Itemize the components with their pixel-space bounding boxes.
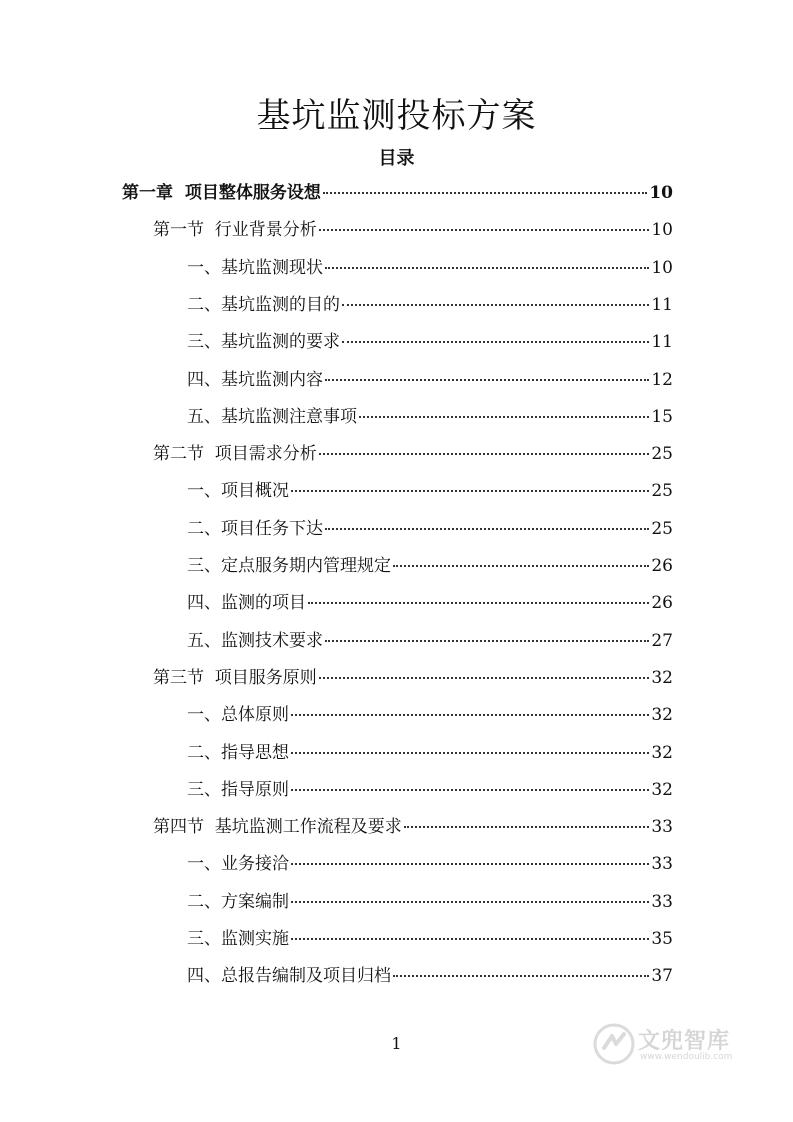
toc-leader-dots	[319, 453, 650, 455]
toc-leader-dots	[393, 975, 649, 977]
toc-entry-label: 五、监测技术要求	[187, 630, 323, 651]
toc-entry-page: 32	[651, 705, 673, 726]
watermark-text: 文兜智库	[638, 1029, 731, 1054]
toc-entry-page: 10	[651, 220, 673, 241]
toc-leader-dots	[308, 602, 649, 604]
toc-entry[interactable]	[187, 961, 673, 991]
toc-entry[interactable]	[187, 290, 673, 320]
toc-entry[interactable]	[187, 327, 673, 357]
toc-leader-dots	[342, 304, 649, 306]
toc-entry-page: 25	[651, 481, 673, 502]
toc-entry-label: 三、监测实施	[187, 929, 289, 949]
toc-entry-label: 五、基坑监测注意事项	[187, 406, 357, 427]
toc-entry-label: 四、总报告编制及项目归档	[187, 966, 391, 987]
toc-entry-page: 12	[651, 369, 673, 390]
toc-entry[interactable]	[187, 700, 673, 730]
toc-entry-label: 三、指导原则	[187, 779, 289, 800]
toc-entry[interactable]	[187, 253, 673, 283]
toc-leader-dots	[291, 901, 649, 903]
toc-entry-page: 10	[649, 183, 673, 203]
toc-entry[interactable]	[153, 215, 673, 245]
toc-entry[interactable]	[187, 402, 673, 432]
toc-entry-label: 一、基坑监测现状	[187, 257, 323, 278]
toc-entry[interactable]	[187, 849, 673, 879]
toc-entry-page: 11	[651, 294, 673, 315]
toc-entry-label: 一、项目概况	[187, 481, 289, 502]
toc-entry[interactable]	[187, 514, 673, 544]
toc-entry[interactable]	[187, 626, 673, 656]
toc-entry-page: 37	[651, 966, 673, 987]
toc-entry-label: 第三节 项目服务原则	[153, 667, 317, 688]
toc-entry-label: 第二节 项目需求分析	[153, 444, 317, 465]
toc-entry-page: 32	[651, 667, 673, 688]
toc-entry[interactable]	[153, 439, 673, 469]
toc-entry-page: 11	[651, 332, 673, 353]
toc-entry-label: 四、监测的项目	[187, 593, 306, 614]
toc-leader-dots	[291, 863, 649, 865]
toc-entry[interactable]	[187, 887, 673, 917]
toc-leader-dots	[291, 490, 649, 492]
toc-entry[interactable]	[122, 178, 673, 208]
toc-leader-dots	[291, 789, 649, 791]
toc-leader-dots	[359, 416, 649, 418]
toc-entry-page: 33	[651, 854, 673, 875]
toc-entry-page: 26	[651, 593, 673, 614]
toc-entry-page: 25	[651, 518, 673, 539]
toc-entry-label: 二、方案编制	[187, 891, 289, 912]
toc-leader-dots	[393, 565, 649, 567]
toc-leader-dots	[323, 192, 647, 194]
toc-entry-page: 32	[651, 742, 673, 763]
page-number: 1	[391, 1034, 402, 1053]
wendou-logo-icon	[592, 1022, 636, 1066]
toc-leader-dots	[325, 640, 649, 642]
toc-entry-label: 二、项目任务下达	[187, 518, 323, 539]
watermark	[592, 1018, 752, 1074]
toc-entry-label: 三、定点服务期内管理规定	[187, 556, 391, 576]
toc-entry-page: 35	[651, 929, 673, 949]
toc-entry-page: 10	[651, 257, 673, 278]
toc-entry-label: 第一章 项目整体服务设想	[122, 183, 321, 203]
toc-leader-dots	[325, 267, 649, 269]
toc-entry[interactable]	[187, 775, 673, 805]
toc-entry-page: 15	[651, 406, 673, 427]
toc-entry-page: 25	[651, 444, 673, 465]
toc-leader-dots	[404, 826, 650, 828]
toc-leader-dots	[291, 714, 649, 716]
toc-entry[interactable]	[187, 924, 673, 954]
toc-entry-label: 二、基坑监测的目的	[187, 294, 340, 315]
toc-leader-dots	[319, 229, 650, 231]
toc-entry[interactable]	[153, 812, 673, 842]
toc-entry-label: 二、指导思想	[187, 742, 289, 763]
toc-entry-page: 33	[651, 891, 673, 912]
toc-leader-dots	[325, 379, 649, 381]
toc-heading: 目录	[378, 148, 415, 169]
toc-leader-dots	[291, 938, 649, 940]
toc-entry[interactable]	[153, 663, 673, 693]
toc-entry-page: 26	[651, 556, 673, 576]
toc-entry-page: 33	[651, 817, 673, 838]
toc-entry-page: 32	[651, 779, 673, 800]
toc-entry-label: 一、业务接洽	[187, 854, 289, 875]
document-title: 基坑监测投标方案	[256, 96, 537, 136]
toc-entry-label: 第一节 行业背景分析	[153, 220, 317, 241]
toc-entry[interactable]	[187, 365, 673, 395]
toc-entry[interactable]	[187, 476, 673, 506]
toc-entry[interactable]	[187, 588, 673, 618]
toc-entry[interactable]	[187, 551, 673, 581]
toc-entry-label: 四、基坑监测内容	[187, 369, 323, 390]
toc-entry-label: 第四节 基坑监测工作流程及要求	[153, 817, 402, 838]
toc-entry-label: 三、基坑监测的要求	[187, 332, 340, 353]
toc-entry[interactable]	[187, 738, 673, 768]
toc-leader-dots	[319, 677, 650, 679]
toc-entry-page: 27	[651, 630, 673, 651]
watermark-url: www.wendoulib.com	[640, 1052, 733, 1062]
toc-leader-dots	[291, 752, 649, 754]
toc-leader-dots	[342, 341, 649, 343]
toc-leader-dots	[325, 528, 649, 530]
toc-entry-label: 一、总体原则	[187, 705, 289, 726]
